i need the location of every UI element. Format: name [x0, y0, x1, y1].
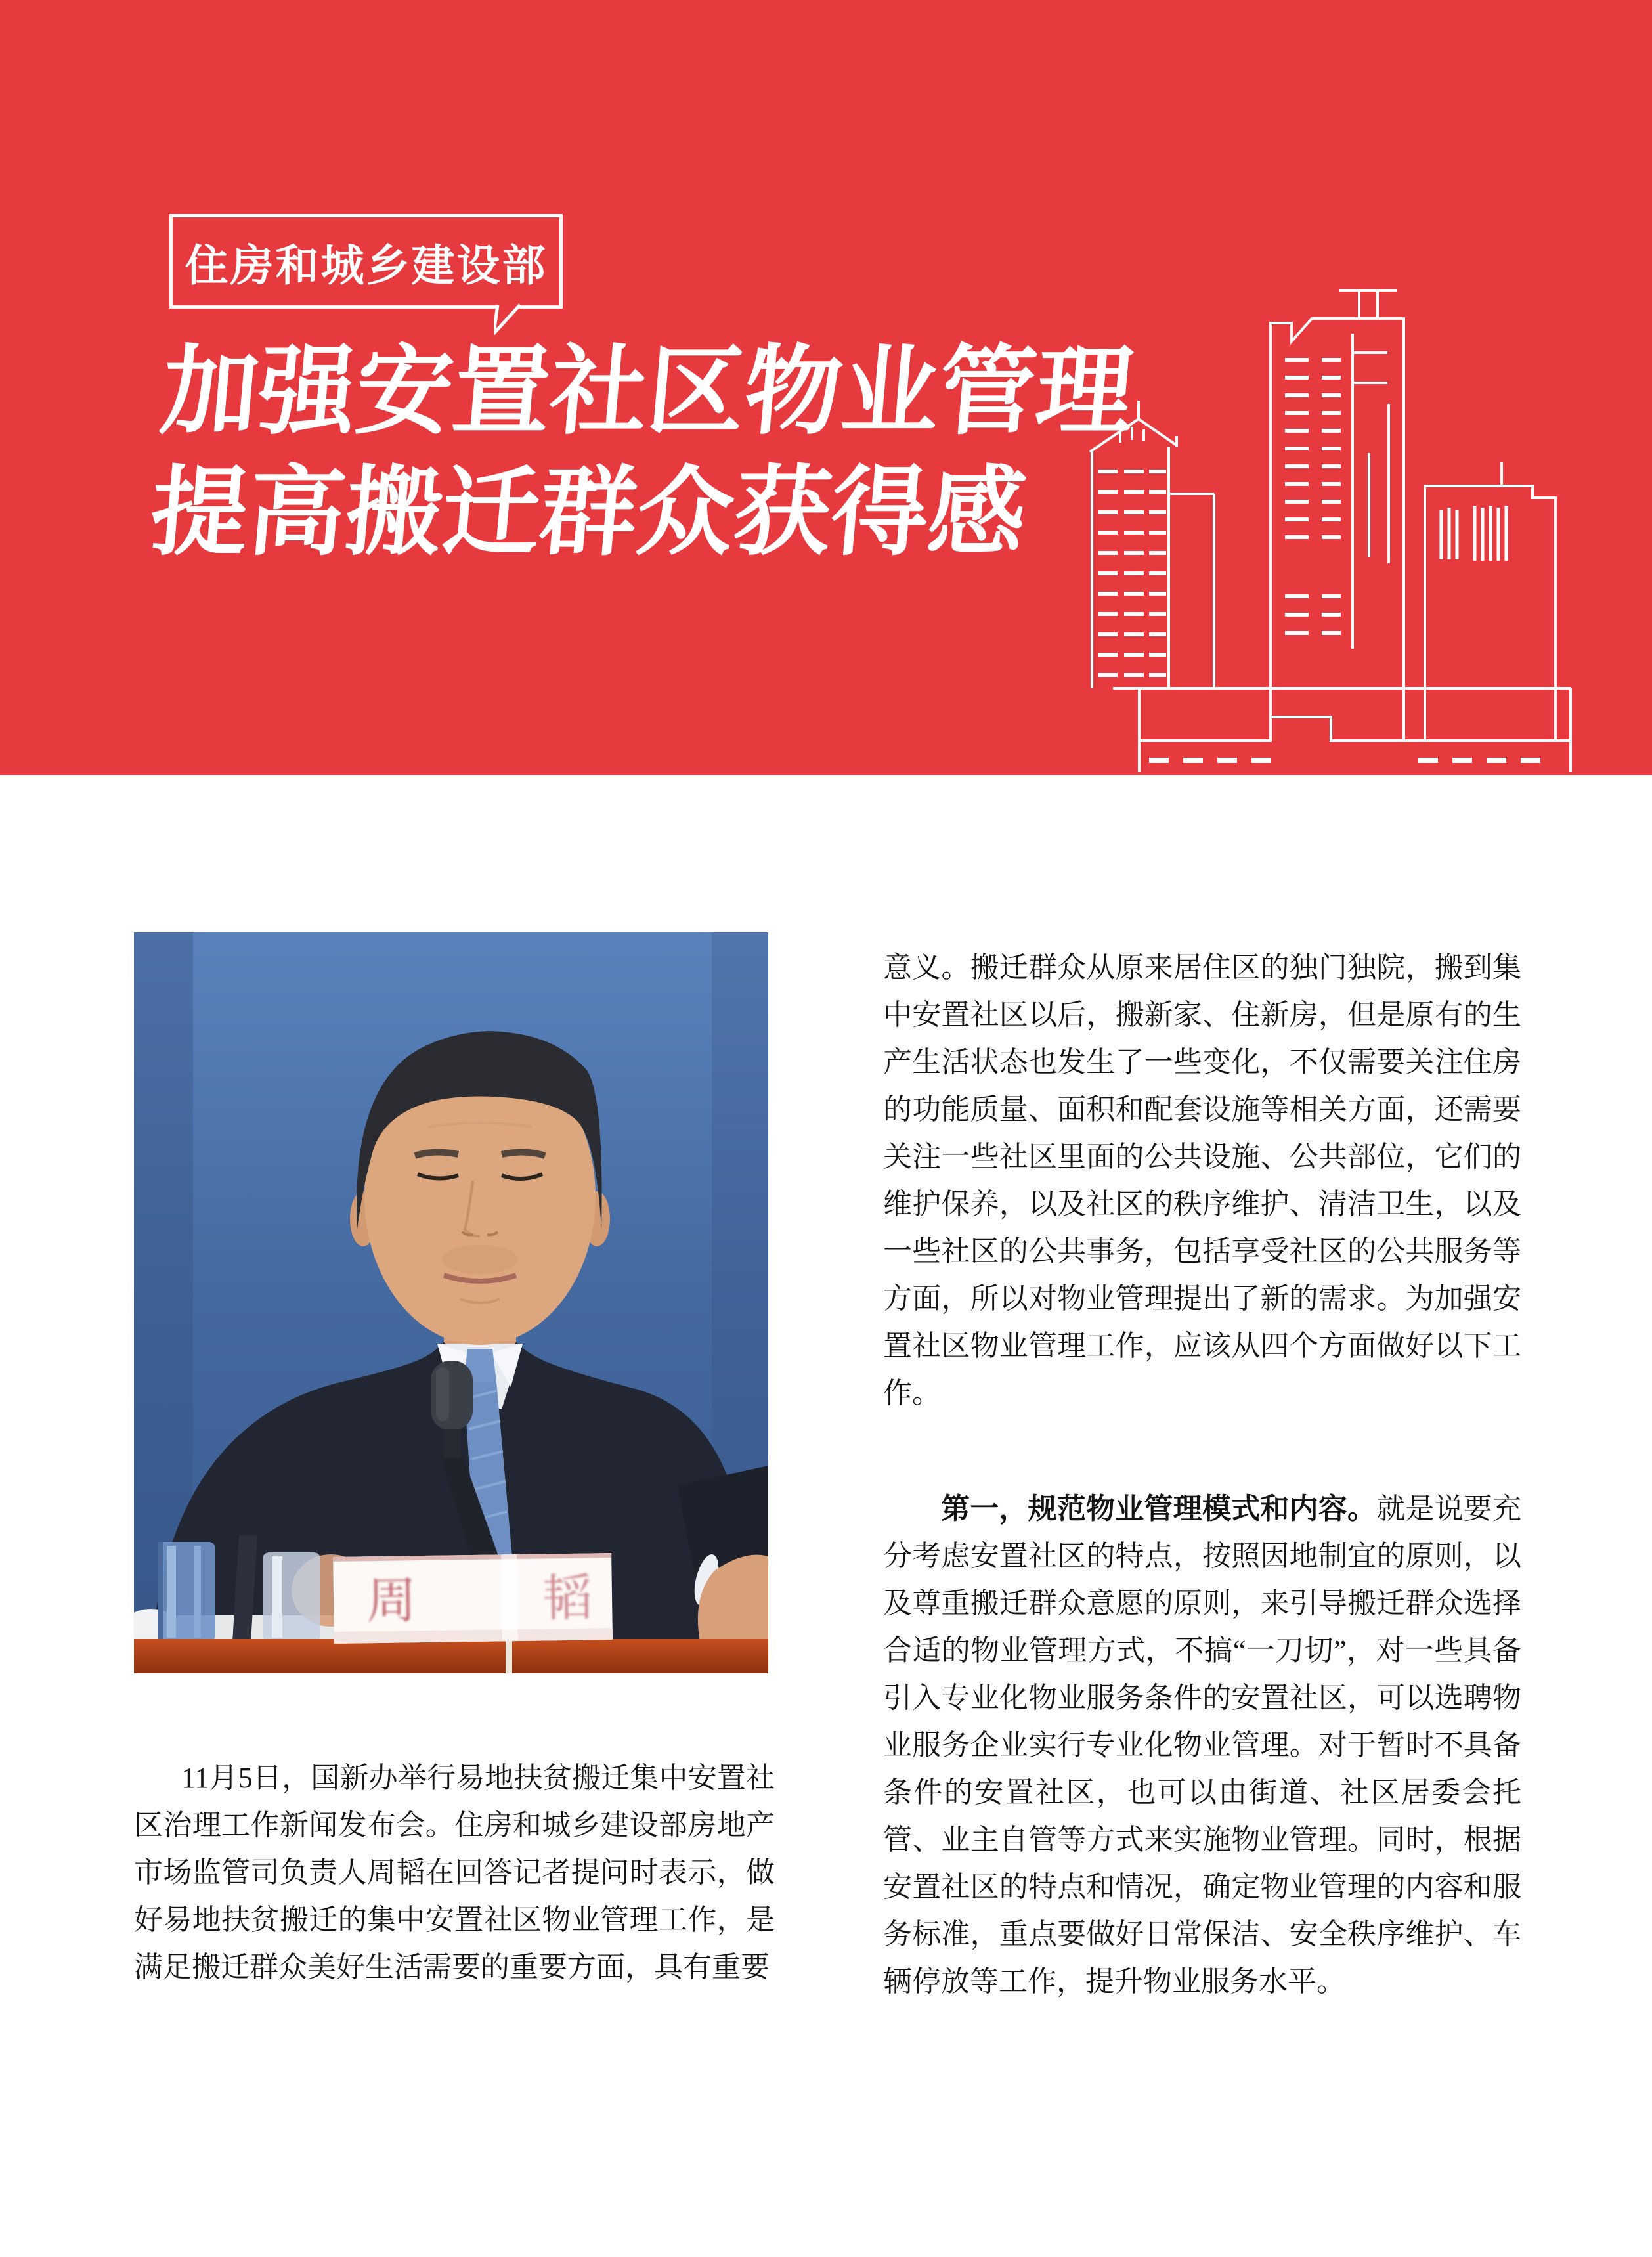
nameplate — [333, 1553, 613, 1644]
city-skyline-illustration — [1083, 281, 1652, 775]
ministry-tag — [169, 214, 563, 309]
article-title-line2: 提高搬迁群众获得感 — [146, 458, 1031, 567]
article-title-line1: 加强安置社区物业管理 — [156, 338, 1139, 446]
conference-table — [134, 1639, 768, 1673]
article-body — [883, 944, 1521, 2005]
body-paragraph-2 — [883, 1485, 1521, 2005]
red-masthead — [0, 0, 1652, 775]
body-paragraph-1: 意义。搬迁群众从原来居住区的独门独院，搬到集中安置社区以后，搬新家、住新房，但是原有的生产生活状态也发生了一些变化，不仅需要关注住房的功能质量、面积和配套设施等相关方面，还需要关注一些社区里面的公共设施、公共部位，它们的维护保养，以及社区的秩序维护、清洁卫生，以及一些社区的公共事务，包括享受社区的公共服务等方面，所以对物业管理提出了新的需求。为加强安置社区物业管理工作，应该从四个方面做好以下工作。 — [883, 952, 1521, 1409]
speech-bubble-tail-icon — [494, 303, 525, 335]
nameplate-char-right: 韬 — [542, 1571, 593, 1627]
photo-caption: 11月5日，国新办举行易地扶贫搬迁集中安置社区治理工作新闻发布会。住房和城乡建设部房地产市场监管司负责人周韬在回答记者提问时表示，做好易地扶贫搬迁的集中安置社区物业管理工作，是满足搬迁群众美好生活需要的重要方面，具有重要 — [134, 1762, 775, 1983]
paragraph-lead: 第一，规范物业管理模式和内容。 — [941, 1493, 1377, 1525]
ministry-tag-label: 住房和城乡建设部 — [185, 240, 548, 290]
press-conference-photo — [134, 932, 768, 1673]
press-conference-photo-canvas — [134, 932, 768, 1673]
article-title — [146, 332, 1139, 573]
paragraph-rest: 就是说要充分考虑安置社区的特点，按照因地制宜的原则，以及尊重搬迁群众意愿的原则，来引导搬迁群众选择合适的物业管理方式，不搞“一刀切”，对一些具备引入专业化物业服务条件的安置社区，可以选聘物业服务企业实行专业化物业管理。对于暂时不具备条件的安置社区，也可以由街道、社区居委会托管、业主自管等方式来实施物业管理。同时，根据安置社区的特点和情况，确定物业管理的内容和服务标准，重点要做好日常保洁、安全秩序维护、车辆停放等工作，提升物业服务水平。 — [883, 1493, 1522, 1998]
nameplate-char-left: 周 — [366, 1573, 417, 1630]
